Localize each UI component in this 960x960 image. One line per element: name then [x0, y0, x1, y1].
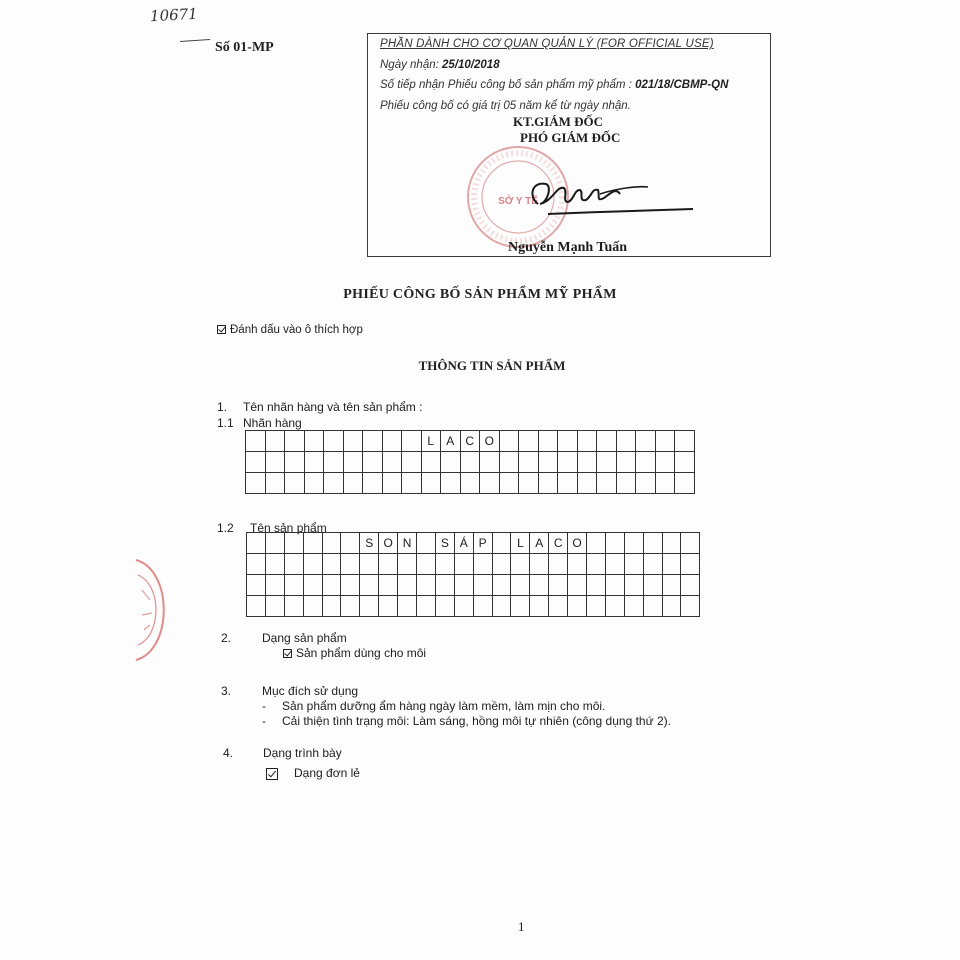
grid-cell — [265, 431, 285, 452]
checked-box-icon — [283, 649, 292, 658]
grid-cell — [265, 533, 284, 554]
grid-cell — [624, 533, 643, 554]
bullet-dash: - — [262, 699, 266, 713]
grid-cell — [681, 533, 700, 554]
grid-cell — [265, 596, 284, 617]
grid-cell — [303, 596, 322, 617]
grid-cell: A — [441, 431, 461, 452]
grid-cell — [284, 554, 303, 575]
grid-cell — [454, 554, 473, 575]
grid-cell — [265, 452, 285, 473]
grid-cell — [643, 533, 662, 554]
grid-row — [247, 554, 700, 575]
grid-cell — [285, 473, 305, 494]
item2-option — [283, 646, 426, 660]
grid-cell — [435, 554, 454, 575]
grid-cell — [597, 473, 617, 494]
signature — [508, 166, 708, 221]
grid-cell — [454, 596, 473, 617]
bullet-dash: - — [262, 714, 266, 728]
check-note-text: Đánh dấu vào ô thích hợp — [230, 324, 363, 336]
item4-label: Dạng trình bày — [263, 746, 342, 760]
grid-cell — [568, 554, 587, 575]
checked-box-icon — [266, 768, 278, 780]
grid-cell — [324, 452, 344, 473]
grid-cell — [636, 452, 656, 473]
brand-name-grid — [245, 430, 695, 494]
product-name-grid — [246, 532, 700, 617]
grid-cell — [519, 431, 539, 452]
grid-cell — [662, 596, 681, 617]
grid-cell — [558, 473, 578, 494]
grid-cell — [341, 554, 360, 575]
grid-cell — [324, 431, 344, 452]
grid-cell — [379, 575, 398, 596]
grid-cell — [624, 554, 643, 575]
item1-1-label: Nhãn hàng — [243, 416, 302, 430]
item1-2-number: 1.2 — [217, 521, 234, 535]
grid-cell — [577, 452, 597, 473]
item2-number: 2. — [221, 631, 232, 645]
grid-cell — [549, 596, 568, 617]
grid-cell — [246, 452, 266, 473]
grid-cell — [605, 596, 624, 617]
checked-box-icon — [217, 325, 226, 334]
grid-cell — [246, 473, 266, 494]
grid-cell — [587, 533, 606, 554]
grid-cell — [492, 596, 511, 617]
grid-cell — [511, 596, 530, 617]
grid-cell — [643, 575, 662, 596]
item3-number: 3. — [221, 684, 232, 698]
grid-cell — [460, 452, 480, 473]
grid-cell — [499, 473, 519, 494]
grid-cell — [247, 596, 266, 617]
grid-cell — [519, 473, 539, 494]
grid-cell: C — [460, 431, 480, 452]
grid-cell — [435, 575, 454, 596]
grid-cell — [322, 533, 341, 554]
grid-cell — [558, 452, 578, 473]
grid-cell — [538, 431, 558, 452]
grid-cell — [454, 575, 473, 596]
page-number: 1 — [518, 919, 525, 934]
grid-cell — [675, 473, 695, 494]
grid-cell: C — [549, 533, 568, 554]
received-date-line — [380, 59, 500, 71]
item2-label: Dạng sản phẩm — [262, 631, 347, 645]
grid-cell — [511, 554, 530, 575]
grid-cell — [417, 596, 436, 617]
grid-cell — [343, 452, 363, 473]
grid-cell — [549, 554, 568, 575]
grid-cell — [616, 452, 636, 473]
grid-cell — [341, 533, 360, 554]
grid-cell — [360, 575, 379, 596]
stamp-text: SỞ Y TẾ — [498, 196, 538, 207]
grid-cell — [417, 533, 436, 554]
grid-cell — [417, 575, 436, 596]
grid-cell — [558, 431, 578, 452]
grid-cell — [492, 554, 511, 575]
grid-cell — [303, 575, 322, 596]
grid-cell — [247, 575, 266, 596]
grid-cell — [587, 554, 606, 575]
grid-cell — [662, 575, 681, 596]
received-date: 25/10/2018 — [442, 59, 500, 71]
grid-cell — [421, 452, 441, 473]
grid-cell: S — [360, 533, 379, 554]
grid-cell — [265, 554, 284, 575]
grid-cell — [605, 533, 624, 554]
receipt-number-line — [380, 79, 728, 91]
grid-cell — [643, 554, 662, 575]
grid-cell — [643, 596, 662, 617]
grid-row — [247, 596, 700, 617]
grid-cell — [360, 596, 379, 617]
grid-cell — [247, 533, 266, 554]
bullet-text: Cải thiện tình trạng môi: Làm sáng, hồng môi tự nhiên (công dụng thứ 2). — [282, 714, 671, 728]
grid-cell — [624, 596, 643, 617]
bullet-text: Sản phẩm dưỡng ẩm hàng ngày làm mềm, làm mịn cho môi. — [282, 699, 606, 713]
grid-cell — [530, 554, 549, 575]
grid-cell — [360, 554, 379, 575]
grid-cell — [284, 575, 303, 596]
item3-bullet-2 — [262, 714, 671, 728]
grid-cell — [538, 452, 558, 473]
grid-cell — [538, 473, 558, 494]
grid-cell — [441, 473, 461, 494]
grid-cell — [324, 473, 344, 494]
item4-number: 4. — [223, 746, 234, 760]
grid-cell: P — [473, 533, 492, 554]
grid-cell — [382, 452, 402, 473]
grid-cell — [303, 533, 322, 554]
grid-cell — [480, 473, 500, 494]
grid-cell — [605, 575, 624, 596]
grid-cell — [655, 452, 675, 473]
grid-cell — [473, 575, 492, 596]
grid-cell — [343, 473, 363, 494]
grid-cell — [662, 533, 681, 554]
item4-option-text: Dạng đơn lẻ — [294, 766, 360, 780]
grid-cell — [284, 596, 303, 617]
grid-cell — [655, 473, 675, 494]
grid-cell — [402, 452, 422, 473]
receipt-label: Số tiếp nhận Phiếu công bố sản phẩm mỹ phẩm : — [380, 79, 632, 91]
grid-cell — [322, 554, 341, 575]
grid-cell: A — [530, 533, 549, 554]
validity-line: Phiếu công bố có giá trị 05 năm kể từ ngày nhận. — [380, 100, 631, 112]
official-heading: PHẦN DÀNH CHO CƠ QUAN QUẢN LÝ (FOR OFFICIAL USE) — [380, 38, 714, 50]
grid-cell — [530, 575, 549, 596]
grid-cell — [402, 431, 422, 452]
grid-cell — [402, 473, 422, 494]
grid-cell — [421, 473, 441, 494]
grid-cell — [246, 431, 266, 452]
grid-cell — [636, 431, 656, 452]
receipt-number: 021/18/CBMP-QN — [635, 79, 729, 91]
grid-cell — [480, 452, 500, 473]
handwritten-underline — [180, 39, 210, 42]
grid-cell — [597, 452, 617, 473]
item3-label: Mục đích sử dụng — [262, 684, 359, 698]
grid-cell — [549, 575, 568, 596]
grid-cell — [304, 431, 324, 452]
grid-cell — [341, 596, 360, 617]
grid-cell — [322, 596, 341, 617]
grid-cell — [473, 554, 492, 575]
grid-cell — [285, 431, 305, 452]
grid-cell: O — [568, 533, 587, 554]
grid-cell — [519, 452, 539, 473]
grid-cell — [587, 596, 606, 617]
grid-cell — [568, 596, 587, 617]
director-title: KT.GIÁM ĐỐC — [513, 114, 604, 129]
grid-cell — [398, 554, 417, 575]
margin-stamp — [128, 555, 178, 665]
grid-cell — [655, 431, 675, 452]
grid-cell — [247, 554, 266, 575]
item3-bullet-1 — [262, 699, 605, 713]
official-use-box — [367, 33, 771, 257]
section-title: THÔNG TIN SẢN PHẨM — [418, 358, 566, 373]
grid-cell — [577, 431, 597, 452]
grid-cell — [681, 575, 700, 596]
grid-cell — [285, 452, 305, 473]
grid-cell — [499, 452, 519, 473]
grid-row — [246, 452, 695, 473]
deputy-director-title: PHÓ GIÁM ĐỐC — [520, 130, 621, 145]
grid-cell — [624, 575, 643, 596]
signer-name: Nguyễn Mạnh Tuấn — [508, 240, 628, 255]
grid-cell — [511, 575, 530, 596]
grid-cell — [398, 596, 417, 617]
grid-cell — [382, 431, 402, 452]
grid-cell — [304, 452, 324, 473]
grid-cell — [265, 575, 284, 596]
grid-cell — [363, 452, 383, 473]
item1-number: 1. — [217, 400, 228, 414]
grid-cell — [343, 431, 363, 452]
handwritten-number: 10671 — [149, 4, 199, 26]
grid-cell — [492, 575, 511, 596]
grid-cell — [322, 575, 341, 596]
grid-cell: Á — [454, 533, 473, 554]
grid-cell: N — [398, 533, 417, 554]
document-title: PHIẾU CÔNG BỐ SẢN PHẨM MỸ PHẨM — [343, 287, 617, 302]
grid-cell — [577, 473, 597, 494]
grid-cell: L — [511, 533, 530, 554]
grid-cell — [363, 473, 383, 494]
grid-cell — [636, 473, 656, 494]
grid-row — [247, 575, 700, 596]
grid-cell — [473, 596, 492, 617]
grid-cell — [681, 554, 700, 575]
grid-cell — [265, 473, 285, 494]
received-label: Ngày nhận: — [380, 59, 439, 71]
grid-cell — [605, 554, 624, 575]
grid-row — [246, 431, 695, 452]
grid-cell: O — [379, 533, 398, 554]
grid-cell — [662, 554, 681, 575]
grid-cell — [616, 473, 636, 494]
grid-cell — [460, 473, 480, 494]
grid-cell — [675, 431, 695, 452]
grid-cell — [303, 554, 322, 575]
grid-cell — [530, 596, 549, 617]
grid-cell — [304, 473, 324, 494]
grid-cell: O — [480, 431, 500, 452]
check-note — [217, 324, 363, 336]
grid-cell — [379, 596, 398, 617]
item2-option-text: Sản phẩm dùng cho môi — [296, 646, 427, 660]
grid-cell — [681, 596, 700, 617]
grid-cell: S — [435, 533, 454, 554]
grid-cell — [435, 596, 454, 617]
grid-cell — [587, 575, 606, 596]
item1-label: Tên nhãn hàng và tên sản phẩm : — [243, 400, 423, 414]
form-code: Số 01-MP — [215, 40, 274, 55]
grid-cell — [492, 533, 511, 554]
grid-cell — [382, 473, 402, 494]
grid-cell — [441, 452, 461, 473]
grid-cell — [568, 575, 587, 596]
item1-1-number: 1.1 — [217, 416, 234, 430]
grid-cell — [675, 452, 695, 473]
grid-cell: L — [421, 431, 441, 452]
grid-cell — [616, 431, 636, 452]
grid-cell — [363, 431, 383, 452]
grid-cell — [417, 554, 436, 575]
item1-2-label: Tên sản phẩm — [250, 521, 327, 535]
grid-cell — [379, 554, 398, 575]
grid-cell — [597, 431, 617, 452]
grid-row — [247, 533, 700, 554]
grid-cell — [398, 575, 417, 596]
grid-cell — [284, 533, 303, 554]
grid-cell — [499, 431, 519, 452]
grid-cell — [341, 575, 360, 596]
item4-option — [266, 766, 360, 780]
grid-row — [246, 473, 695, 494]
